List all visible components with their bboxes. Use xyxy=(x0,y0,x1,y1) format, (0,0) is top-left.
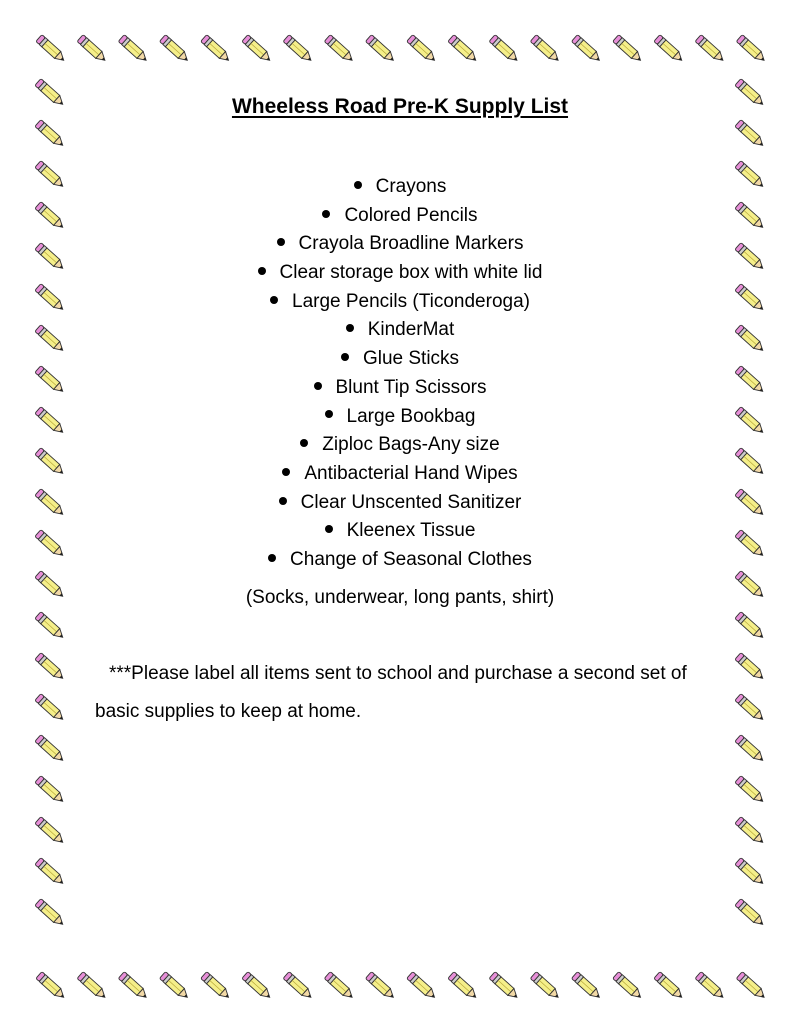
pencil-icon xyxy=(530,35,561,64)
pencil-icon xyxy=(77,972,108,1001)
list-item xyxy=(0,517,800,546)
bullet-icon xyxy=(341,353,349,361)
pencil-icon xyxy=(159,35,190,64)
pencil-icon xyxy=(448,35,479,64)
pencil-icon xyxy=(735,899,766,928)
list-item-label: Glue Sticks xyxy=(362,348,460,370)
pencil-icon xyxy=(613,972,644,1001)
list-item xyxy=(0,316,800,345)
pencil-icon xyxy=(365,35,396,64)
pencil-icon xyxy=(735,653,766,682)
bullet-icon xyxy=(300,439,308,447)
pencil-icon xyxy=(324,35,355,64)
list-item-label: Large Pencils (Ticonderoga) xyxy=(292,290,530,312)
list-item-label: Clear storage box with white lid xyxy=(279,262,543,284)
list-item xyxy=(0,374,800,403)
pencil-icon xyxy=(242,972,273,1001)
list-item-label: Blunt Tip Scissors xyxy=(335,376,487,398)
bullet-icon xyxy=(325,410,333,418)
pencil-icon xyxy=(35,899,66,928)
list-item xyxy=(0,230,800,259)
pencil-icon xyxy=(736,35,767,64)
list-item xyxy=(0,259,800,288)
list-item-label: Clear Unscented Sanitizer xyxy=(300,491,522,513)
list-item-label: Change of Seasonal Clothes xyxy=(290,548,532,570)
pencil-icon xyxy=(530,972,561,1001)
pencil-icon xyxy=(35,653,66,682)
pencil-icon xyxy=(489,35,520,64)
list-item xyxy=(0,288,800,317)
list-item xyxy=(0,345,800,374)
pencil-icon xyxy=(35,120,66,149)
pencil-icon xyxy=(283,35,314,64)
pencil-icon xyxy=(159,972,190,1001)
bullet-icon xyxy=(346,324,354,332)
pencil-icon xyxy=(448,972,479,1001)
list-item xyxy=(0,403,800,432)
list-item-label: Ziploc Bags-Any size xyxy=(322,434,500,456)
pencil-icon xyxy=(735,735,766,764)
bullet-icon xyxy=(258,267,266,275)
pencil-icon xyxy=(407,35,438,64)
supply-list xyxy=(0,173,800,575)
bullet-icon xyxy=(354,181,362,189)
pencil-icon xyxy=(489,972,520,1001)
list-item-label: Antibacterial Hand Wipes xyxy=(304,462,518,484)
bullet-icon xyxy=(279,497,287,505)
page-title: Wheeless Road Pre-K Supply List xyxy=(231,95,569,118)
list-item-label: Kleenex Tissue xyxy=(346,520,476,542)
list-item-label: Crayons xyxy=(375,176,447,197)
pencil-icon xyxy=(654,35,685,64)
pencil-icon xyxy=(242,35,273,64)
list-item-label: KinderMat xyxy=(367,319,455,341)
pencil-icon xyxy=(407,972,438,1001)
pencil-icon xyxy=(201,35,232,64)
list-item-label: Colored Pencils xyxy=(344,204,478,226)
pencil-icon xyxy=(735,612,766,641)
pencil-icon xyxy=(35,612,66,641)
pencil-icon xyxy=(77,35,108,64)
pencil-icon xyxy=(735,858,766,887)
list-item xyxy=(0,546,800,575)
pencil-icon xyxy=(695,35,726,64)
pencil-icon xyxy=(118,35,149,64)
clothes-note: (Socks, underwear, long pants, shirt) xyxy=(245,587,555,608)
pencil-icon xyxy=(36,35,67,64)
pencil-icon xyxy=(35,817,66,846)
list-item-label: Crayola Broadline Markers xyxy=(298,233,524,255)
pencil-icon xyxy=(36,972,67,1001)
pencil-icon xyxy=(35,858,66,887)
list-item xyxy=(0,173,800,202)
bullet-icon xyxy=(322,210,330,218)
bullet-icon xyxy=(268,554,276,562)
list-item-label: Large Bookbag xyxy=(346,405,476,427)
pencil-icon xyxy=(35,735,66,764)
pencil-icon xyxy=(118,972,149,1001)
list-item xyxy=(0,431,800,460)
pencil-icon xyxy=(35,694,66,723)
pencil-icon xyxy=(283,972,314,1001)
pencil-icon xyxy=(735,817,766,846)
pencil-icon xyxy=(35,776,66,805)
list-item xyxy=(0,489,800,518)
pencil-icon xyxy=(735,120,766,149)
pencil-icon xyxy=(735,776,766,805)
label-note: ***Please label all items sent to school and purchase a second set of basic supplies to keep at home. xyxy=(95,663,687,722)
pencil-icon xyxy=(571,972,602,1001)
pencil-icon xyxy=(736,972,767,1001)
pencil-icon xyxy=(571,35,602,64)
pencil-icon xyxy=(613,35,644,64)
bullet-icon xyxy=(325,525,333,533)
bullet-icon xyxy=(314,382,322,390)
pencil-icon xyxy=(695,972,726,1001)
pencil-icon xyxy=(201,972,232,1001)
list-item xyxy=(0,202,800,231)
pencil-icon xyxy=(654,972,685,1001)
pencil-icon xyxy=(365,972,396,1001)
bullet-icon xyxy=(282,468,290,476)
pencil-icon xyxy=(735,694,766,723)
list-item xyxy=(0,460,800,489)
bullet-icon xyxy=(270,296,278,304)
bullet-icon xyxy=(277,238,285,246)
pencil-icon xyxy=(324,972,355,1001)
